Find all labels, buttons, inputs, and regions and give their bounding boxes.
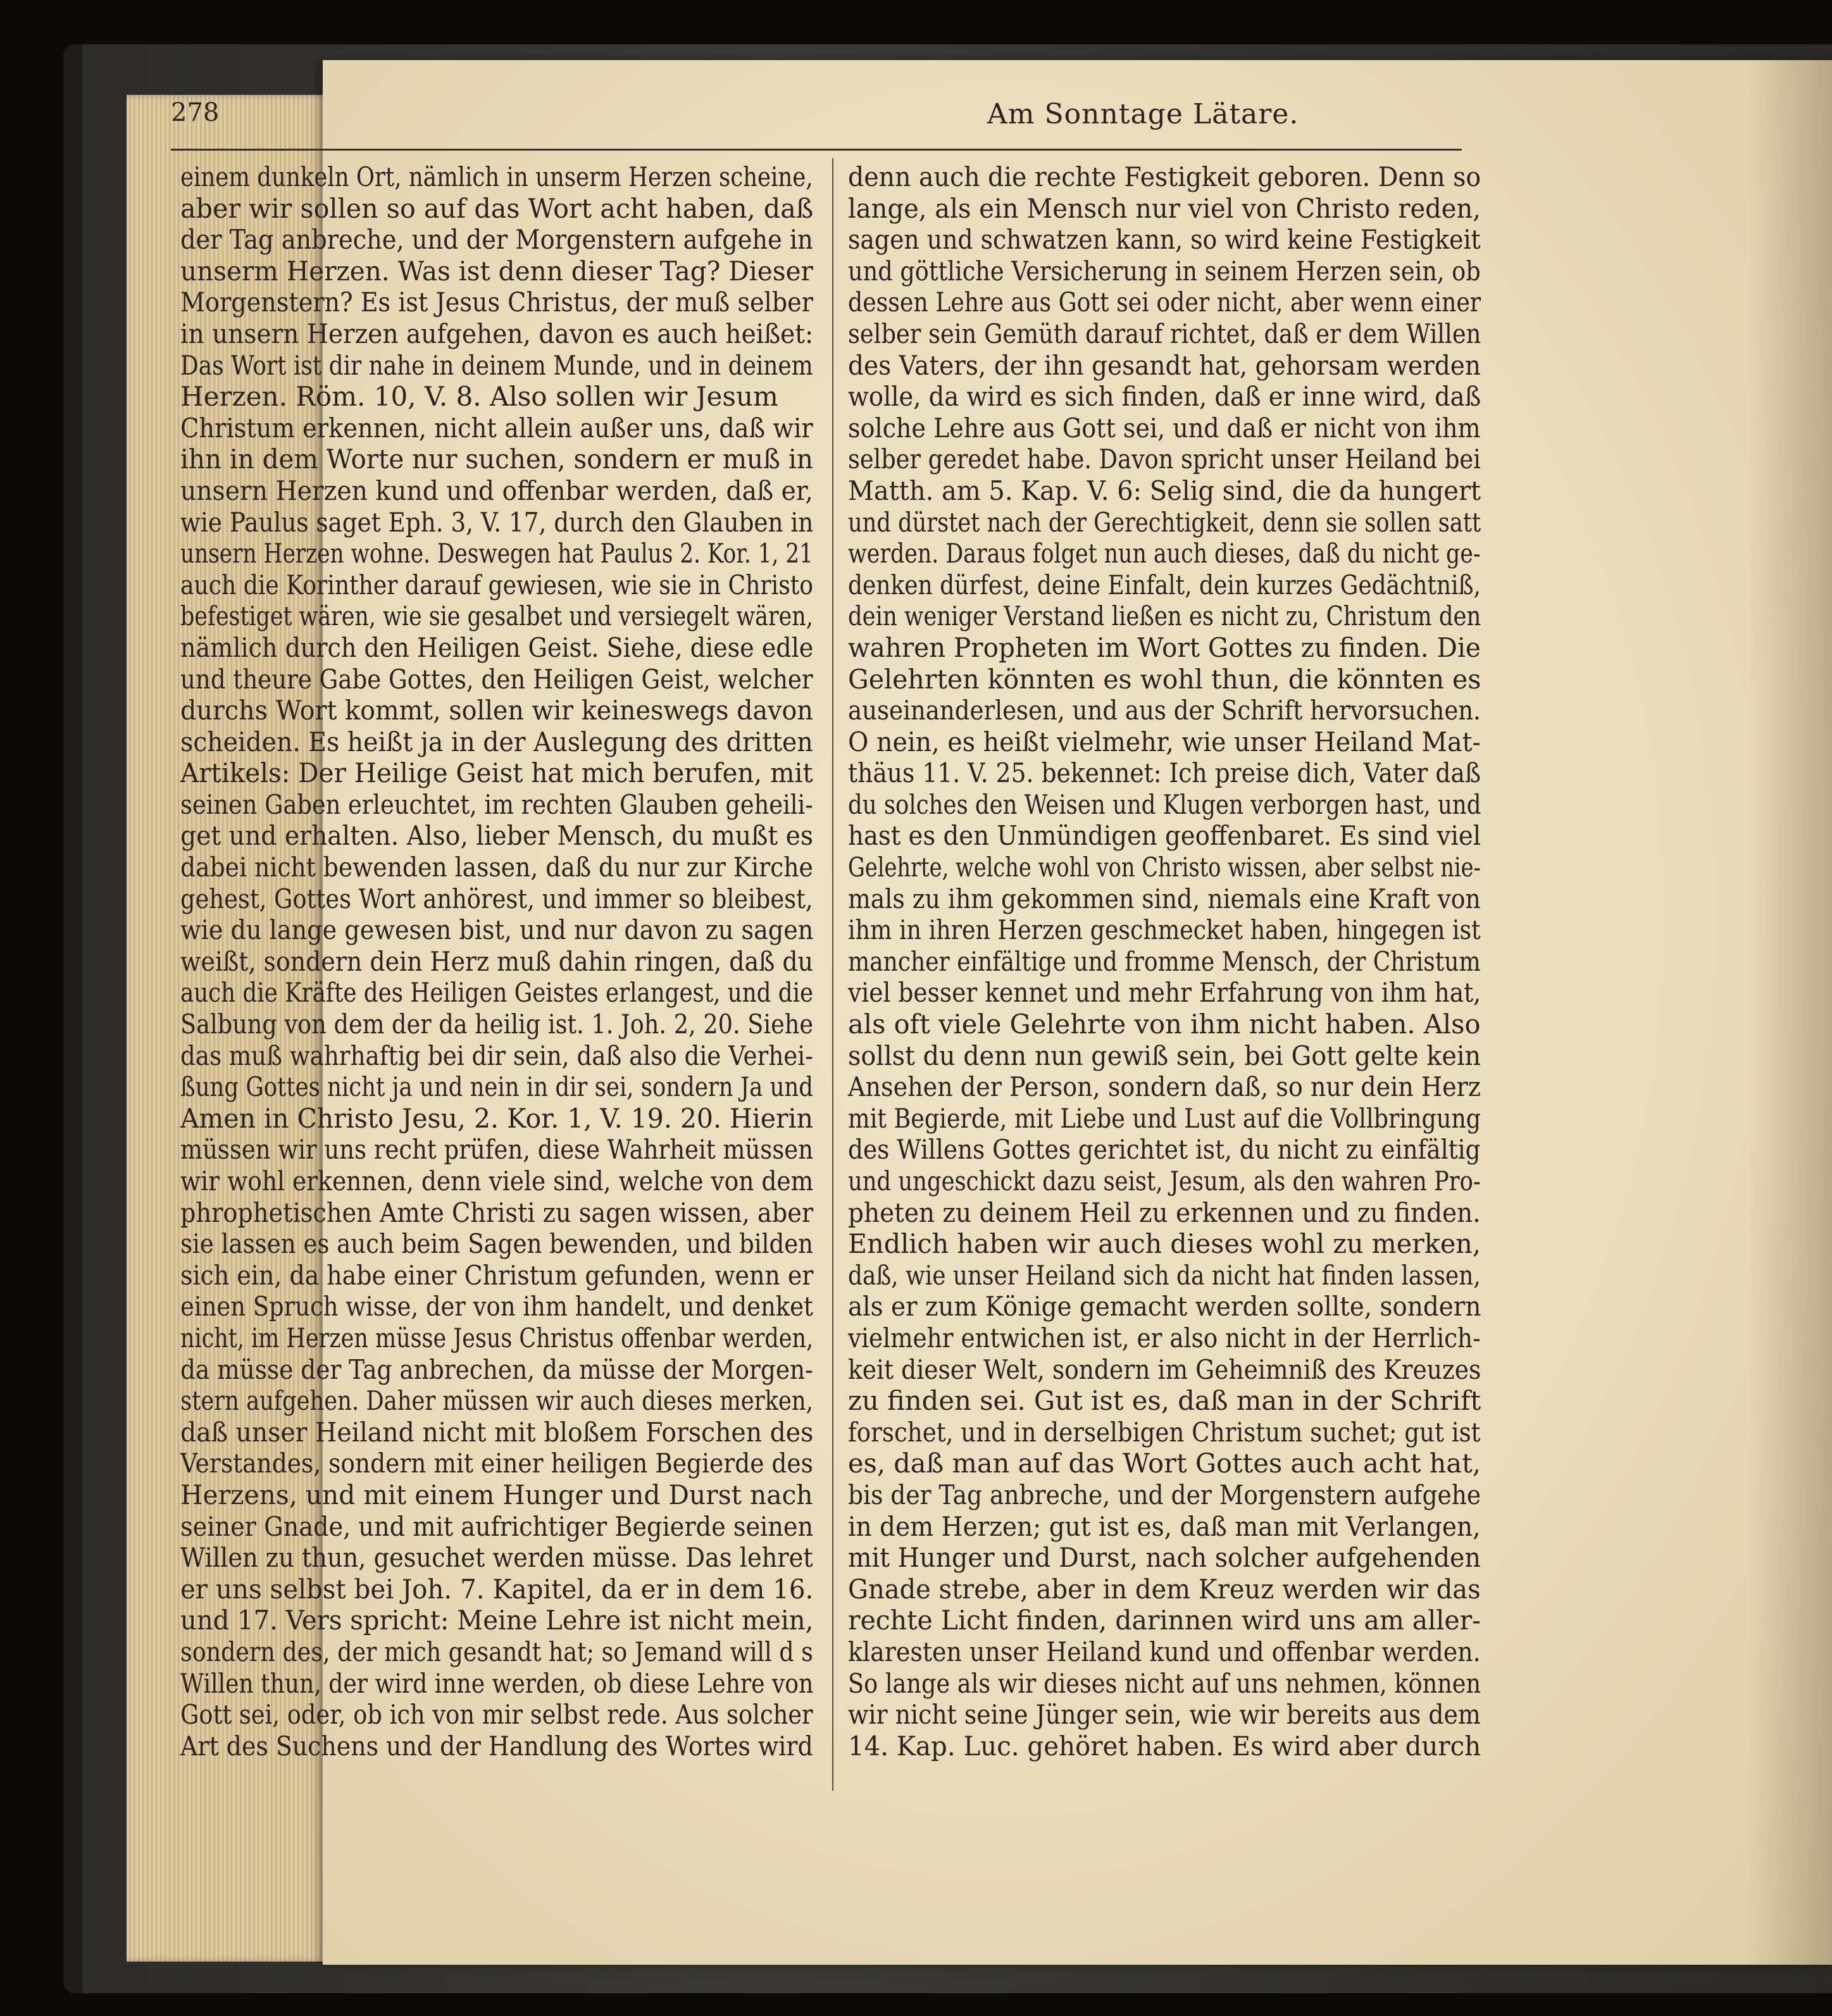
text-line: mals zu ihm gekommen sind, niemals eine Kraft von (848, 883, 1481, 914)
text-line: Gnade strebe, aber in dem Kreuz werden wir das (848, 1573, 1481, 1605)
text-line: scheiden. Es heißt ja in der Auslegung des dritten (180, 726, 813, 757)
text-line: thäus 11. V. 25. bekennet: Ich preise dich, Vater daß (848, 757, 1481, 789)
text-line: ihn in dem Worte nur suchen, sondern er muß in (180, 444, 813, 475)
text-line: Herzen. Röm. 10, V. 8. Also sollen wir Jesum (180, 381, 778, 413)
book-spine-edge (63, 44, 82, 1993)
text-line: wahren Propheten im Wort Gottes zu finden. Die (848, 632, 1481, 663)
text-line: selber sein Gemüth darauf richtet, daß er dem Willen (848, 318, 1481, 349)
text-line: solche Lehre aus Gott sei, und daß er nicht von ihm (848, 412, 1481, 444)
text-line: get und erhalten. Also, lieber Mensch, du mußt es (180, 820, 814, 852)
text-line: als er zum Könige gemacht werden sollte, sondern (848, 1291, 1481, 1322)
text-line: unsern Herzen kund und offenbar werden, daß er, (180, 475, 813, 506)
text-line: mancher einfältige und fromme Mensch, der Christum (848, 945, 1481, 977)
text-line: seiner Gnade, und mit aufrichtiger Begierde seinen (180, 1510, 814, 1542)
text-line: Verstandes, sondern mit einer heiligen Begierde des (180, 1448, 813, 1479)
text-line: bis der Tag anbreche, und der Morgenstern aufgehe (848, 1479, 1481, 1510)
text-line: 14. Kap. Luc. gehöret haben. Es wird aber durch (848, 1730, 1481, 1762)
text-line: sie lassen es auch beim Sagen bewenden, und bilden (180, 1228, 814, 1260)
text-line: der Tag anbreche, und der Morgenstern aufgehe in (180, 224, 813, 256)
text-line: Gott sei, oder, ob ich von mir selbst rede. Aus solcher (180, 1699, 813, 1731)
text-line: Christum erkennen, nicht allein außer uns, daß wir (180, 412, 813, 444)
text-line: wie Paulus saget Eph. 3, V. 17, durch den Glauben in (180, 506, 814, 538)
header-rule (171, 149, 1462, 151)
text-line: wir wohl erkennen, denn viele sind, welche von dem (180, 1166, 814, 1197)
text-line: Art des Suchens und der Handlung des Wortes wird (180, 1730, 813, 1762)
text-line: Salbung von dem der da heilig ist. 1. Joh. 2, 20. Siehe (180, 1009, 814, 1040)
text-line: Herzens, und mit einem Hunger und Durst nach (180, 1479, 813, 1510)
text-line: sagen und schwatzen kann, so wird keine Festigkeit (848, 224, 1481, 256)
text-line: dabei nicht bewenden lassen, daß du nur zur Kirche (180, 852, 813, 883)
page-number: 278 (171, 98, 220, 127)
text-line: hast es den Unmündigen geoffenbaret. Es sind viel (848, 820, 1481, 852)
text-line: stern aufgehen. Daher müssen wir auch dieses merken, (180, 1385, 813, 1417)
text-line: aber wir sollen so auf das Wort acht haben, daß (180, 192, 814, 224)
text-line: sondern des, der mich gesandt hat; so Jemand will d s (180, 1636, 813, 1667)
text-line: Willen zu thun, gesuchet werden müsse. Das lehret (180, 1542, 813, 1574)
text-line: dein weniger Verstand ließen es nicht zu, Christum den (848, 600, 1481, 632)
text-line: denken dürfest, deine Einfalt, dein kurzes Gedächtniß, (848, 569, 1481, 600)
text-line: viel besser kennet und mehr Erfahrung von ihm hat, (848, 977, 1481, 1009)
text-line: gehest, Gottes Wort anhörest, und immer so bleibest, (180, 883, 813, 914)
text-line: es, daß man auf das Wort Gottes auch acht hat, (848, 1448, 1481, 1479)
text-line: und dürstet nach der Gerechtigkeit, denn sie sollen satt (848, 506, 1481, 538)
text-line: einen Spruch wisse, der von ihm handelt, und denket (180, 1291, 813, 1322)
text-line: du solches den Weisen und Klugen verborgen hast, und (848, 788, 1481, 820)
text-line: auch die Kräfte des Heiligen Geistes erlangest, und die (180, 977, 814, 1009)
text-line: So lange als wir dieses nicht auf uns nehmen, können (848, 1667, 1481, 1699)
page-curl-shadow (1747, 60, 1832, 1965)
text-line: unserm Herzen. Was ist denn dieser Tag? Dieser (180, 255, 813, 287)
text-line: forschet, und in derselbigen Christum suchet; gut ist (848, 1416, 1481, 1448)
text-line: des Willens Gottes gerichtet ist, du nicht zu einfältig (848, 1134, 1481, 1166)
text-line: lange, als ein Mensch nur viel von Christo reden, (848, 192, 1481, 224)
text-line: pheten zu deinem Heil zu erkennen und zu finden. (848, 1197, 1481, 1228)
text-line: müssen wir uns recht prüfen, diese Wahrheit müssen (180, 1134, 814, 1166)
text-line: seinen Gaben erleuchtet, im rechten Glauben geheili- (180, 788, 813, 820)
text-line: werden. Daraus folget nun auch dieses, daß du nicht ge- (848, 538, 1481, 569)
text-line: ihm in ihren Herzen geschmecket haben, hingegen ist (848, 914, 1481, 946)
text-line: durchs Wort kommt, sollen wir keineswegs davon (180, 695, 813, 726)
text-line: und 17. Vers spricht: Meine Lehre ist nicht mein, (180, 1605, 814, 1636)
text-line: dessen Lehre aus Gott sei oder nicht, aber wenn einer (848, 287, 1481, 318)
text-line: O nein, es heißt vielmehr, wie unser Heiland Mat- (848, 726, 1481, 757)
text-line: phrophetischen Amte Christi zu sagen wissen, aber (180, 1197, 814, 1228)
right-text-column (848, 161, 1481, 1762)
text-line: daß, wie unser Heiland sich da nicht hat finden lassen, (848, 1259, 1481, 1291)
text-line: Matth. am 5. Kap. V. 6: Selig sind, die da hungert (848, 475, 1481, 506)
text-line: auch die Korinther darauf gewiesen, wie sie in Christo (180, 569, 813, 600)
text-line: wir nicht seine Jünger sein, wie wir bereits aus dem (848, 1699, 1481, 1731)
text-line: da müsse der Tag anbrechen, da müsse der Morgen- (180, 1353, 813, 1385)
text-line: sollst du denn nun gewiß sein, bei Gott gelte kein (848, 1040, 1481, 1071)
left-text-column (180, 161, 813, 1762)
column-divider (832, 158, 833, 1791)
text-line: und ungeschickt dazu seist, Jesum, als den wahren Pro- (848, 1166, 1481, 1197)
text-line: nicht, im Herzen müsse Jesus Christus offenbar werden, (180, 1322, 814, 1353)
text-line: sich ein, da habe einer Christum gefunden, wenn er (180, 1259, 814, 1291)
text-line: daß unser Heiland nicht mit bloßem Forschen des (180, 1416, 814, 1448)
text-line: Endlich haben wir auch dieses wohl zu merken, (848, 1228, 1481, 1260)
text-line: unsern Herzen wohne. Deswegen hat Paulus 2. Kor. 1, 21 (180, 538, 814, 569)
text-line: in dem Herzen; gut ist es, daß man mit Verlangen, (848, 1510, 1481, 1542)
text-line: mit Hunger und Durst, nach solcher aufgehenden (848, 1542, 1481, 1574)
text-line: einem dunkeln Ort, nämlich in unserm Herzen scheine, (180, 161, 813, 192)
text-line: vielmehr entwichen ist, er also nicht in der Herrlich- (848, 1322, 1481, 1353)
text-line: Willen thun, der wird inne werden, ob diese Lehre von (180, 1667, 814, 1699)
text-line: wie du lange gewesen bist, und nur davon zu sagen (180, 914, 814, 946)
text-line: zu finden sei. Gut ist es, daß man in der Schrift (848, 1385, 1481, 1417)
text-line: Morgenstern? Es ist Jesus Christus, der muß selber (180, 287, 813, 318)
text-line: weißt, sondern dein Herz muß dahin ringen, daß du (180, 945, 814, 977)
text-line: Amen in Christo Jesu, 2. Kor. 1, V. 19. 20. Hierin (180, 1102, 814, 1134)
text-line: klaresten unser Heiland kund und offenbar werden. (848, 1636, 1481, 1667)
text-line: auseinanderlesen, und aus der Schrift hervorsuchen. (848, 695, 1481, 726)
text-line: mit Begierde, mit Liebe und Lust auf die Vollbringung (848, 1102, 1481, 1134)
text-line: Gelehrte, welche wohl von Christo wissen, aber selbst nie- (848, 852, 1481, 883)
text-line: denn auch die rechte Festigkeit geboren. Denn so (848, 161, 1481, 192)
text-line: nämlich durch den Heiligen Geist. Siehe, diese edle (180, 632, 814, 663)
text-line: ßung Gottes nicht ja und nein in dir sei, sondern Ja und (180, 1071, 813, 1103)
running-title: Am Sonntage Lätare. (987, 98, 1299, 130)
text-line: Artikels: Der Heilige Geist hat mich berufen, mit (180, 757, 813, 789)
text-line: Das Wort ist dir nahe in deinem Munde, und in deinem (180, 349, 813, 381)
text-line: Gelehrten könnten es wohl thun, die könnten es (848, 663, 1481, 695)
text-line: Ansehen der Person, sondern daß, so nur dein Herz (848, 1071, 1481, 1103)
text-line: das muß wahrhaftig bei dir sein, daß also die Verhei- (180, 1040, 813, 1071)
text-line: des Vaters, der ihn gesandt hat, gehorsam werden (848, 349, 1481, 381)
text-line: in unsern Herzen aufgehen, davon es auch heißet: (180, 318, 814, 349)
text-line: selber geredet habe. Davon spricht unser Heiland bei (848, 444, 1481, 475)
text-line: und theure Gabe Gottes, den Heiligen Geist, welcher (180, 663, 813, 695)
text-line: als oft viele Gelehrte von ihm nicht haben. Also (848, 1009, 1481, 1040)
text-line: rechte Licht finden, darinnen wird uns am aller- (848, 1605, 1481, 1636)
text-line: und göttliche Versicherung in seinem Herzen sein, ob (848, 255, 1481, 287)
text-line: keit dieser Welt, sondern im Geheimniß des Kreuzes (848, 1353, 1481, 1385)
text-line: er uns selbst bei Joh. 7. Kapitel, da er in dem 16. (180, 1573, 814, 1605)
page-header (171, 98, 1753, 149)
text-line: wolle, da wird es sich finden, daß er inne wird, daß (848, 381, 1481, 413)
text-line: befestiget wären, wie sie gesalbet und versiegelt wären, (180, 600, 813, 632)
